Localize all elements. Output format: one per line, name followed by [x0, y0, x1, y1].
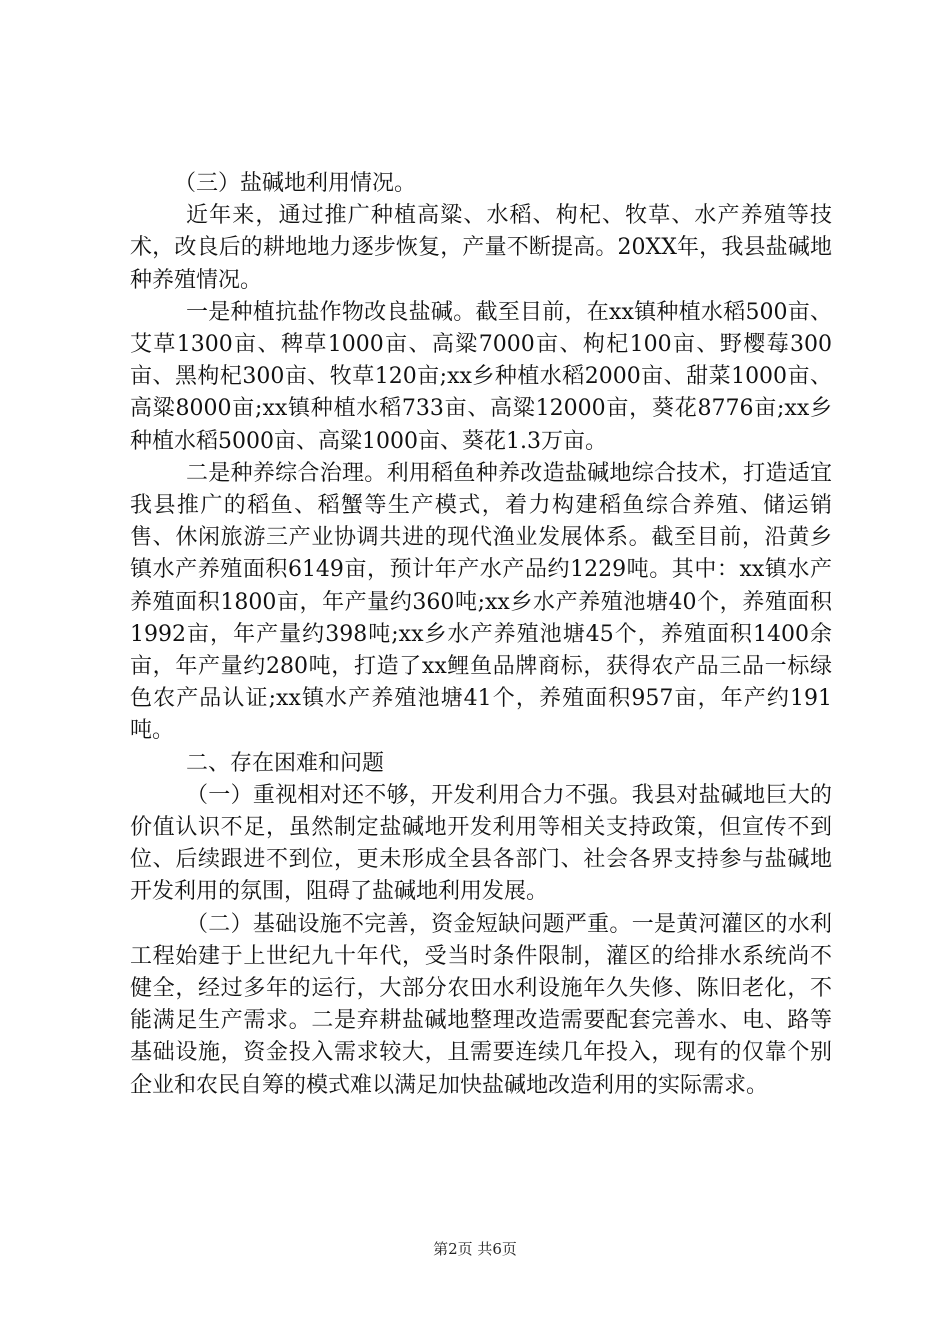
paragraph-problem-one: （一）重视相对还不够，开发利用合力不强。我县对盐碱地巨大的价值认识不足，虽然制定盐碱地开发利用等相关支持政策，但宣传不到位、后续跟进不到位，更未形成全县各部门、社会各界支持参与盐碱地开发利用的氛围，阻碍了盐碱地利用发展。 — [130, 782, 832, 905]
paragraph-problem-two: （二）基础设施不完善，资金短缺问题严重。一是黄河灌区的水利工程始建于上世纪九十年代，受当时条件限制，灌区的给排水系统尚不健全，经过多年的运行，大部分农田水利设施年久失修、陈旧老化，不能满足生产需求。二是弃耕盐碱地整理改造需要配套完善水、电、路等基础设施，资金投入需求较大，且需要连续几年投入，现有的仅靠个别企业和农民自筹的模式难以满足加快盐碱地改造利用的实际需求。 — [130, 911, 832, 1098]
paragraph-aquaculture: 二是种养综合治理。利用稻鱼种养改造盐碱地综合技术，打造适宜我县推广的稻鱼、稻蟹等生产模式，着力构建稻鱼综合养殖、储运销售、休闲旅游三产业协调共进的现代渔业发展体系。截至目前，沿黄乡镇水产养殖面积6149亩，预计年产水产品约1229吨。其中：xx镇水产养殖面积1800亩，年产量约360吨;xx乡水产养殖池塘40个，养殖面积1992亩，年产量约398吨;xx乡水产养殖池塘45个，养殖面积1400余亩，年产量约280吨，打造了xx鲤鱼品牌商标，获得农产品三品一标绿色农产品认证;xx镇水产养殖池塘41个，养殖面积957亩，年产约191吨。 — [130, 460, 832, 744]
document-body — [130, 168, 832, 1102]
paragraph-overview: 近年来，通过推广种植高粱、水稻、枸杞、牧草、水产养殖等技术，改良后的耕地地力逐步恢复，产量不断提高。20XX年，我县盐碱地种养殖情况。 — [130, 203, 832, 293]
page-number-footer: 第2页 共6页 — [433, 1240, 517, 1258]
section-heading-saline-use: （三）盐碱地利用情况。 — [174, 171, 417, 196]
section-heading-problems: 二、存在困难和问题 — [186, 750, 385, 776]
paragraph-crop-planting: 一是种植抗盐作物改良盐碱。截至目前，在xx镇种植水稻500亩、艾草1300亩、稗草1000亩、高粱7000亩、枸杞100亩、野樱莓300亩、黑枸杞300亩、牧草120亩;xx乡种植水稻2000亩、甜菜1000亩、高粱8000亩;xx镇种植水稻733亩、高粱12000亩，葵花8776亩;xx乡种植水稻5000亩、高粱1000亩、葵花1.3万亩。 — [130, 299, 832, 454]
